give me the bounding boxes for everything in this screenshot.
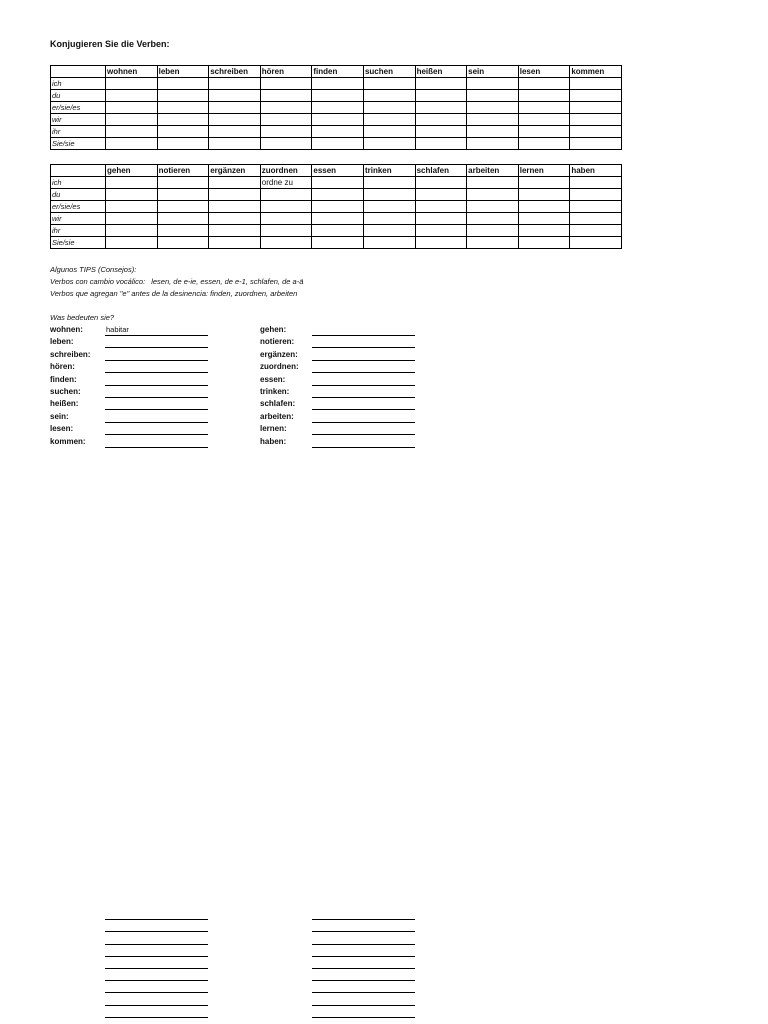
vocab-row [50,324,210,336]
conjugation-cell[interactable] [209,126,261,138]
conjugation-cell[interactable] [157,90,209,102]
conjugation-cell[interactable] [363,90,415,102]
vocab-answer-field[interactable] [105,361,208,373]
conjugation-cell[interactable] [570,114,622,126]
vocab-answer-field[interactable] [105,386,208,398]
table-row [51,213,622,225]
vocab-answer-field[interactable]: habitar [105,324,208,336]
vocab-row [260,324,420,336]
vocab-row [50,436,210,448]
pronoun-cell: du [51,189,106,201]
vocab-label: schreiben: [50,349,91,359]
pronoun-cell: ich [51,78,106,90]
vocab-row [50,361,210,373]
conjugation-cell[interactable] [260,126,312,138]
conjugation-cell[interactable] [363,138,415,150]
conjugation-cell[interactable] [312,114,364,126]
conjugation-cell[interactable] [312,102,364,114]
table-row [51,102,622,114]
conjugation-cell[interactable] [260,90,312,102]
conjugation-cell[interactable] [467,138,519,150]
conjugation-cell[interactable] [570,126,622,138]
vocab-row [50,398,210,410]
vocab-row [260,411,420,423]
vocab-label: lesen: [50,424,74,434]
conjugation-cell[interactable] [260,189,312,201]
vocab-answer-field[interactable] [105,398,208,410]
table-row [51,78,622,90]
vocab-answer-field[interactable] [312,423,415,435]
vocab-label: finden: [50,374,77,384]
blank-lines-right [312,908,415,1018]
conjugation-cell[interactable] [106,78,158,90]
blank-answer-line[interactable] [105,993,208,1005]
conjugation-cell[interactable] [157,126,209,138]
conjugation-cell[interactable] [518,177,570,189]
vocab-row [50,423,210,435]
conjugation-cell[interactable] [518,213,570,225]
verb-header: hören [260,66,312,78]
vocab-label: gehen: [260,325,287,334]
conjugation-cell[interactable] [209,78,261,90]
verb-header: suchen [363,66,415,78]
verb-header: finden [312,66,364,78]
verb-header: schlafen [415,165,467,177]
conjugation-cell[interactable] [260,237,312,249]
blank-answer-line[interactable] [105,1006,208,1018]
conjugation-cell[interactable] [106,213,158,225]
blank-answer-line[interactable] [312,908,415,920]
conjugation-cell[interactable] [260,225,312,237]
conjugation-cell[interactable] [467,201,519,213]
vocab-answer-field[interactable] [105,423,208,435]
vocab-row [260,349,420,361]
conjugation-cell[interactable] [106,126,158,138]
blank-answer-line[interactable] [312,993,415,1005]
vocab-row [260,374,420,386]
conjugation-cell[interactable] [415,237,467,249]
table-row [51,138,622,150]
conjugation-cell[interactable] [415,201,467,213]
conjugation-cell[interactable] [312,138,364,150]
conjugation-cell[interactable] [209,102,261,114]
verb-header: leben [157,66,209,78]
conjugation-cell[interactable] [570,90,622,102]
tips-vowel-change-label: Verbos con cambio vocálico: [50,277,146,286]
conjugation-cell[interactable] [363,213,415,225]
verb-header: lernen [518,165,570,177]
pronoun-cell: du [51,90,106,102]
vocab-row [50,374,210,386]
vocab-label: suchen: [50,386,81,396]
vocab-answer-field[interactable] [105,436,208,448]
conjugation-cell[interactable] [363,102,415,114]
verb-header: trinken [363,165,415,177]
vocab-answer-field[interactable] [312,411,415,423]
conjugation-cell[interactable] [363,189,415,201]
blank-answer-line[interactable] [312,969,415,981]
pronoun-cell: wir [51,114,106,126]
table-row [51,177,622,189]
conjugation-cell[interactable] [157,177,209,189]
conjugation-cell[interactable] [209,138,261,150]
table-row [51,225,622,237]
conjugation-cell[interactable] [209,189,261,201]
conjugation-cell[interactable] [312,78,364,90]
vocab-label: lernen: [260,424,287,434]
conjugation-cell[interactable] [106,90,158,102]
vocab-label: ergänzen: [260,349,298,359]
conjugation-cell[interactable] [363,177,415,189]
vocab-answer-field[interactable] [105,411,208,423]
conjugation-cell[interactable] [570,225,622,237]
conjugation-table-2 [50,164,622,249]
conjugation-cell[interactable] [209,201,261,213]
vocab-row [260,386,420,398]
conjugation-cell[interactable] [209,90,261,102]
conjugation-cell[interactable] [209,237,261,249]
blank-answer-line[interactable] [105,908,208,920]
conjugation-cell[interactable] [518,102,570,114]
conjugation-cell[interactable] [570,213,622,225]
conjugation-cell[interactable] [106,138,158,150]
conjugation-cell[interactable] [415,177,467,189]
conjugation-cell[interactable] [312,237,364,249]
conjugation-cell[interactable] [415,213,467,225]
vocab-label: kommen: [50,436,86,446]
conjugation-cell[interactable] [157,78,209,90]
conjugation-cell[interactable] [467,78,519,90]
verb-header: ergänzen [209,165,261,177]
vocab-answer-field[interactable] [312,436,415,448]
pronoun-cell: ihr [51,225,106,237]
conjugation-cell[interactable] [415,138,467,150]
verb-header: essen [312,165,364,177]
conjugation-cell[interactable] [157,201,209,213]
blank-answer-line[interactable] [105,981,208,993]
verb-header: wohnen [106,66,158,78]
conjugation-cell[interactable] [260,138,312,150]
tips-vowel-change-value: lesen, de e-ie, essen, de e-1, schlafen, de a-ä [151,277,304,286]
conjugation-cell[interactable] [209,114,261,126]
table-row [51,237,622,249]
conjugation-cell[interactable] [467,213,519,225]
conjugation-table-1 [50,65,622,150]
verb-header: notieren [157,165,209,177]
conjugation-cell[interactable] [415,114,467,126]
verb-header: lesen [518,66,570,78]
vocab-row [50,336,210,348]
conjugation-cell[interactable] [260,114,312,126]
verb-header: gehen [106,165,158,177]
conjugation-cell[interactable] [467,114,519,126]
vocab-label: trinken: [260,386,290,396]
table-row [51,90,622,102]
vocab-label: wohnen: [50,325,83,334]
blank-answer-line[interactable] [312,1006,415,1018]
pronoun-cell: wir [51,213,106,225]
vocab-label: schlafen: [260,399,296,409]
vocab-row [260,423,420,435]
conjugation-cell[interactable] [570,177,622,189]
conjugation-cell[interactable] [415,225,467,237]
verb-header: haben [570,165,622,177]
conjugation-cell[interactable] [415,126,467,138]
conjugation-cell[interactable] [570,237,622,249]
blank-answer-line[interactable] [105,932,208,944]
conjugation-cell[interactable] [415,90,467,102]
verb-header: kommen [570,66,622,78]
table-row [51,189,622,201]
conjugation-cell[interactable] [106,225,158,237]
conjugation-cell[interactable] [518,189,570,201]
conjugation-cell[interactable] [157,225,209,237]
conjugation-cell[interactable] [157,213,209,225]
vocab-label: leben: [50,337,74,347]
vocab-label: zuordnen: [260,362,299,372]
conjugation-cell[interactable] [518,225,570,237]
vocab-answer-field[interactable] [312,336,415,348]
vocab-answer-field[interactable] [312,398,415,410]
conjugation-cell[interactable] [157,237,209,249]
conjugation-cell[interactable] [415,189,467,201]
vocab-column-right [260,324,420,448]
conjugation-cell[interactable] [467,237,519,249]
corner-cell [51,165,106,177]
blank-answer-line[interactable] [105,969,208,981]
pronoun-cell: er/sie/es [51,201,106,213]
conjugation-cell[interactable] [570,138,622,150]
conjugation-cell[interactable] [312,177,364,189]
vocab-answer-field[interactable] [105,336,208,348]
conjugation-cell[interactable] [467,90,519,102]
table-header-row [51,165,622,177]
vocab-label: heißen: [50,399,79,409]
conjugation-cell[interactable] [363,201,415,213]
table-row [51,201,622,213]
conjugation-cell[interactable] [518,138,570,150]
vocab-question: Was bedeuten sie? [50,313,115,322]
conjugation-cell[interactable] [363,126,415,138]
conjugation-cell[interactable] [106,237,158,249]
tips-add-e: Verbos que agregan "e" antes de la desinencia: finden, zuordnen, arbeiten [50,289,298,298]
blank-answer-line[interactable] [312,920,415,932]
vocab-answer-field[interactable] [312,374,415,386]
conjugation-cell[interactable] [106,114,158,126]
table-header-row [51,66,622,78]
conjugation-cell[interactable] [209,225,261,237]
conjugation-cell[interactable] [312,213,364,225]
vocab-column-left [50,324,210,448]
verb-header: arbeiten [467,165,519,177]
conjugation-cell[interactable] [467,102,519,114]
vocab-row [260,398,420,410]
vocab-row [260,436,420,448]
conjugation-cell[interactable] [260,213,312,225]
conjugation-cell[interactable] [570,201,622,213]
vocab-label: hören: [50,362,75,372]
conjugation-cell[interactable] [570,78,622,90]
verb-header: heißen [415,66,467,78]
tips-heading: Algunos TIPS (Consejos): [50,265,137,274]
pronoun-cell: Sie/sie [51,237,106,249]
conjugation-cell[interactable] [415,78,467,90]
vocab-row [50,386,210,398]
conjugation-cell[interactable] [467,225,519,237]
conjugation-cell[interactable] [106,102,158,114]
vocab-answer-field[interactable] [312,349,415,361]
conjugation-cell[interactable] [518,126,570,138]
conjugation-cell[interactable] [209,177,261,189]
blank-answer-line[interactable] [105,920,208,932]
conjugation-cell[interactable] [467,177,519,189]
conjugation-cell[interactable] [106,201,158,213]
conjugation-cell[interactable] [157,102,209,114]
conjugation-cell[interactable] [518,237,570,249]
conjugation-cell[interactable] [467,126,519,138]
blank-answer-line[interactable] [312,957,415,969]
conjugation-cell[interactable] [570,102,622,114]
conjugation-cell[interactable] [518,201,570,213]
conjugation-cell[interactable] [157,189,209,201]
conjugation-cell[interactable] [157,138,209,150]
conjugation-cell[interactable] [570,189,622,201]
conjugation-cell[interactable] [518,114,570,126]
blank-answer-line[interactable] [312,981,415,993]
page-title: Konjugieren Sie die Verben: [50,39,170,49]
pronoun-cell: er/sie/es [51,102,106,114]
conjugation-cell[interactable] [363,225,415,237]
conjugation-cell[interactable] [260,201,312,213]
table-row [51,114,622,126]
vocab-answer-field[interactable] [312,361,415,373]
vocab-label: arbeiten: [260,411,294,421]
conjugation-cell[interactable] [209,213,261,225]
vocab-row [50,411,210,423]
vocab-label: essen: [260,374,286,384]
table-row [51,126,622,138]
conjugation-cell[interactable] [312,126,364,138]
tips-vowel-change [50,276,303,287]
conjugation-cell[interactable]: ordne zu [260,177,312,189]
verb-header: schreiben [209,66,261,78]
conjugation-cell[interactable] [312,225,364,237]
vocab-row [260,361,420,373]
conjugation-cell[interactable] [518,90,570,102]
vocab-answer-field[interactable] [312,386,415,398]
conjugation-cell[interactable] [106,177,158,189]
blank-answer-line[interactable] [105,945,208,957]
conjugation-cell[interactable] [312,90,364,102]
conjugation-cell[interactable] [312,189,364,201]
verb-header: sein [467,66,519,78]
blank-answer-line[interactable] [312,932,415,944]
conjugation-cell[interactable] [106,189,158,201]
blank-answer-line[interactable] [105,957,208,969]
conjugation-cell[interactable] [260,78,312,90]
conjugation-cell[interactable] [363,114,415,126]
pronoun-cell: ihr [51,126,106,138]
vocab-answer-field[interactable] [105,374,208,386]
corner-cell [51,66,106,78]
vocab-row [260,336,420,348]
pronoun-cell: Sie/sie [51,138,106,150]
verb-header: zuordnen [260,165,312,177]
conjugation-cell[interactable] [415,102,467,114]
blank-answer-line[interactable] [312,945,415,957]
conjugation-cell[interactable] [467,189,519,201]
conjugation-cell[interactable] [518,78,570,90]
vocab-label: sein: [50,411,69,421]
conjugation-cell[interactable] [260,102,312,114]
conjugation-cell[interactable] [363,78,415,90]
vocab-label: haben: [260,436,287,446]
vocab-answer-field[interactable] [105,349,208,361]
vocab-row [50,349,210,361]
conjugation-cell[interactable] [157,114,209,126]
vocab-answer-field[interactable] [312,324,415,336]
conjugation-cell[interactable] [312,201,364,213]
blank-lines-left [105,908,208,1018]
pronoun-cell: ich [51,177,106,189]
vocab-label: notieren: [260,337,295,347]
conjugation-cell[interactable] [363,237,415,249]
